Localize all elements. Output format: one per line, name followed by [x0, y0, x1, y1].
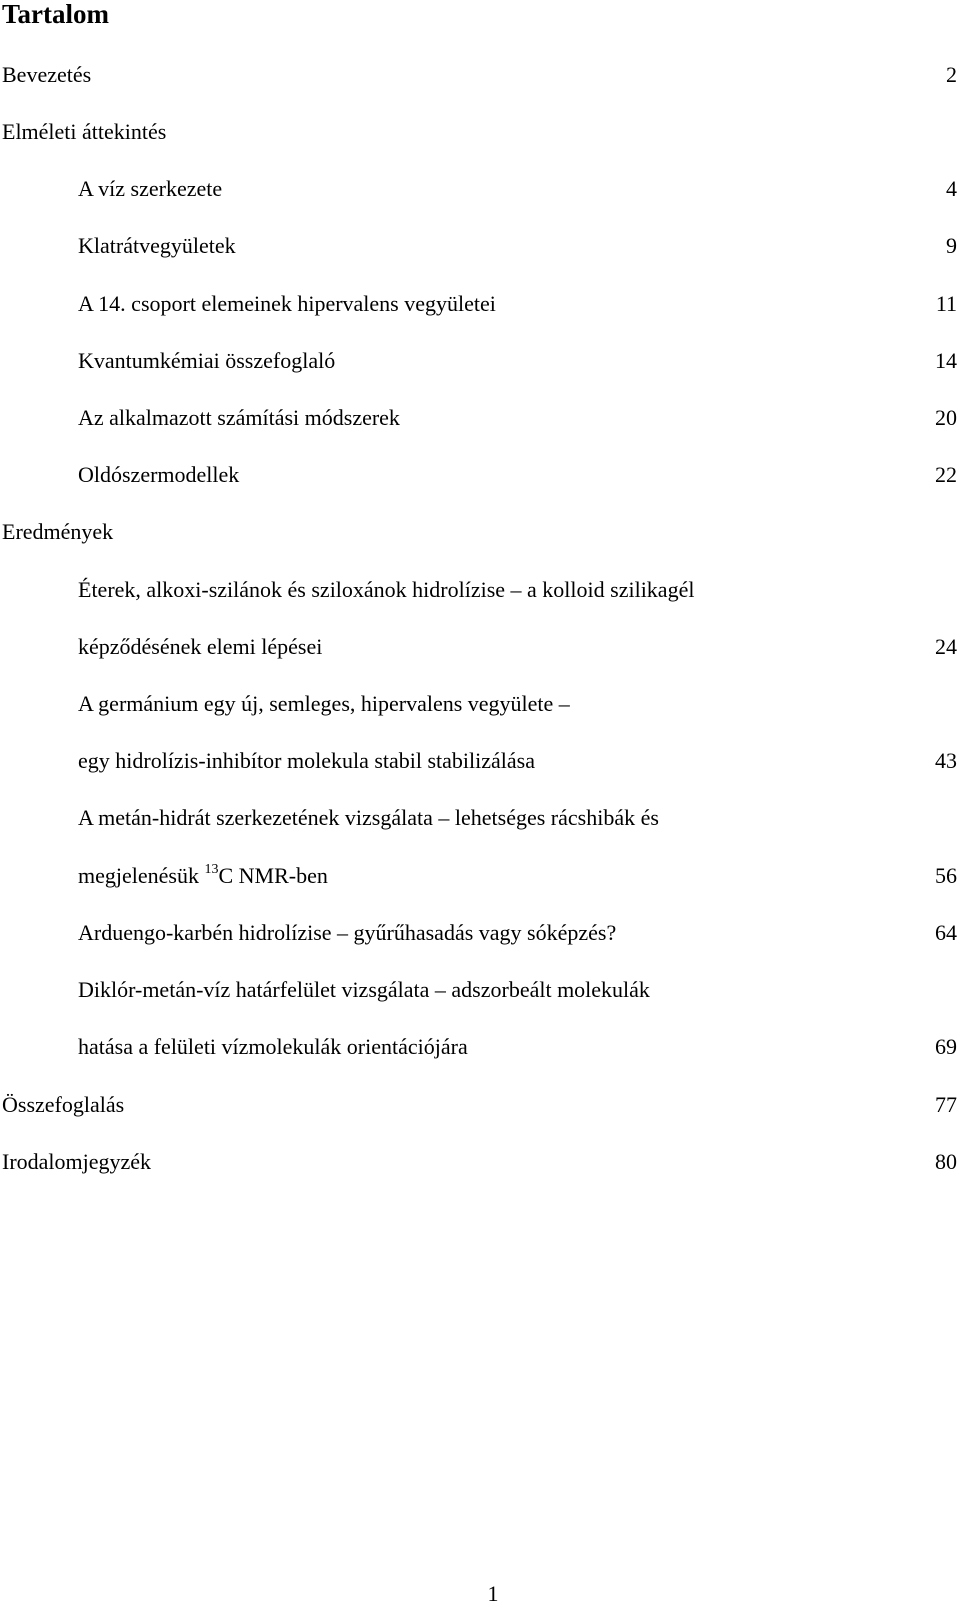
toc-entry-page: 77: [935, 1092, 957, 1117]
toc-entry-label: Diklór-metán-víz határfelület vizsgálata – adszorbeált molekulák: [78, 977, 650, 1002]
toc-entry-bevezetes[interactable]: [0, 60, 957, 90]
toc-entry-page: 14: [935, 348, 957, 373]
toc-entry-page: 20: [935, 405, 957, 430]
toc-entry-eterek-line2[interactable]: [0, 632, 957, 662]
toc-entry-page: 64: [935, 920, 957, 945]
toc-entry-kvantumkemiai[interactable]: [0, 346, 957, 376]
toc-entry-page: 80: [935, 1149, 957, 1174]
toc-entry-metan-hidrat-line2[interactable]: [0, 861, 957, 891]
toc-entry-label: A víz szerkezete: [78, 176, 223, 201]
toc-entry-label-text: C NMR-ben: [218, 863, 328, 888]
toc-entry-klatratvegyuletek[interactable]: [0, 231, 957, 261]
toc-entry-page: 43: [935, 748, 957, 773]
toc-entry-label: Klatrátvegyületek: [78, 233, 236, 258]
toc-entry-label-text: megjelenésük: [78, 863, 205, 888]
toc-entry-label: Kvantumkémiai összefoglaló: [78, 348, 336, 373]
toc-entry-label: Az alkalmazott számítási módszerek: [78, 405, 400, 430]
toc-entry-label: Arduengo-karbén hidrolízise – gyűrűhasadás vagy sóképzés?: [78, 920, 617, 945]
toc-entry-irodalomjegyzek[interactable]: [0, 1147, 957, 1177]
toc-entry-label: Irodalomjegyzék: [2, 1149, 152, 1174]
toc-entry-diklor-metan-line2[interactable]: [0, 1032, 957, 1062]
toc-entry-eredmenyek[interactable]: [0, 517, 957, 547]
page-number: 1: [487, 1581, 499, 1606]
toc-entry-page: 11: [935, 291, 957, 316]
toc-entry-germanium-line2[interactable]: [0, 746, 957, 776]
toc-entry-page: 69: [935, 1034, 957, 1059]
isotope-superscript: 13: [204, 862, 219, 877]
toc-entry-szamitasi-modszerek[interactable]: [0, 403, 957, 433]
toc-entry-metan-hidrat-line1[interactable]: [0, 803, 957, 833]
toc-entry-elmeleti-attekintes[interactable]: [0, 117, 957, 147]
page-title: Tartalom: [2, 0, 109, 29]
toc-entry-page: 2: [946, 62, 957, 87]
toc-entry-page: 4: [946, 176, 957, 201]
toc-entry-label: Bevezetés: [2, 62, 92, 87]
toc-entry-eterek-line1[interactable]: [0, 575, 957, 605]
toc-entry-label: A germánium egy új, semleges, hipervalens vegyülete –: [78, 691, 570, 716]
toc-entry-arduengo-karben[interactable]: [0, 918, 957, 948]
toc-entry-viz-szerkezete[interactable]: [0, 174, 957, 204]
toc-entry-label: hatása a felületi vízmolekulák orientációjára: [78, 1034, 468, 1059]
toc-entry-osszefoglalas[interactable]: [0, 1090, 957, 1120]
toc-entry-14-csoport[interactable]: [0, 289, 957, 319]
toc-entry-label: [78, 861, 328, 895]
toc-entry-label: A metán-hidrát szerkezetének vizsgálata – lehetséges rácshibák és: [78, 805, 659, 830]
toc-entry-label: egy hidrolízis-inhibítor molekula stabil stabilizálása: [78, 748, 536, 773]
toc-entry-page: 9: [946, 233, 957, 258]
toc-entry-germanium-line1[interactable]: [0, 689, 957, 719]
toc-entry-label: Összefoglalás: [2, 1092, 125, 1117]
toc-entry-page: 22: [935, 462, 957, 487]
toc-entry-diklor-metan-line1[interactable]: [0, 975, 957, 1005]
toc-entry-oldoszermodellek[interactable]: [0, 460, 957, 490]
toc-entry-label: A 14. csoport elemeinek hipervalens vegyületei: [78, 291, 496, 316]
toc-entry-label: képződésének elemi lépései: [78, 634, 323, 659]
toc-entry-page: 56: [935, 863, 957, 888]
toc-entry-label: Elméleti áttekintés: [2, 119, 167, 144]
toc-entry-label: Eredmények: [2, 519, 114, 544]
toc-entry-label: Éterek, alkoxi-szilánok és sziloxánok hidrolízise – a kolloid szilikagél: [78, 577, 695, 602]
toc-entry-page: 24: [935, 634, 957, 659]
toc-entry-label: Oldószermodellek: [78, 462, 240, 487]
